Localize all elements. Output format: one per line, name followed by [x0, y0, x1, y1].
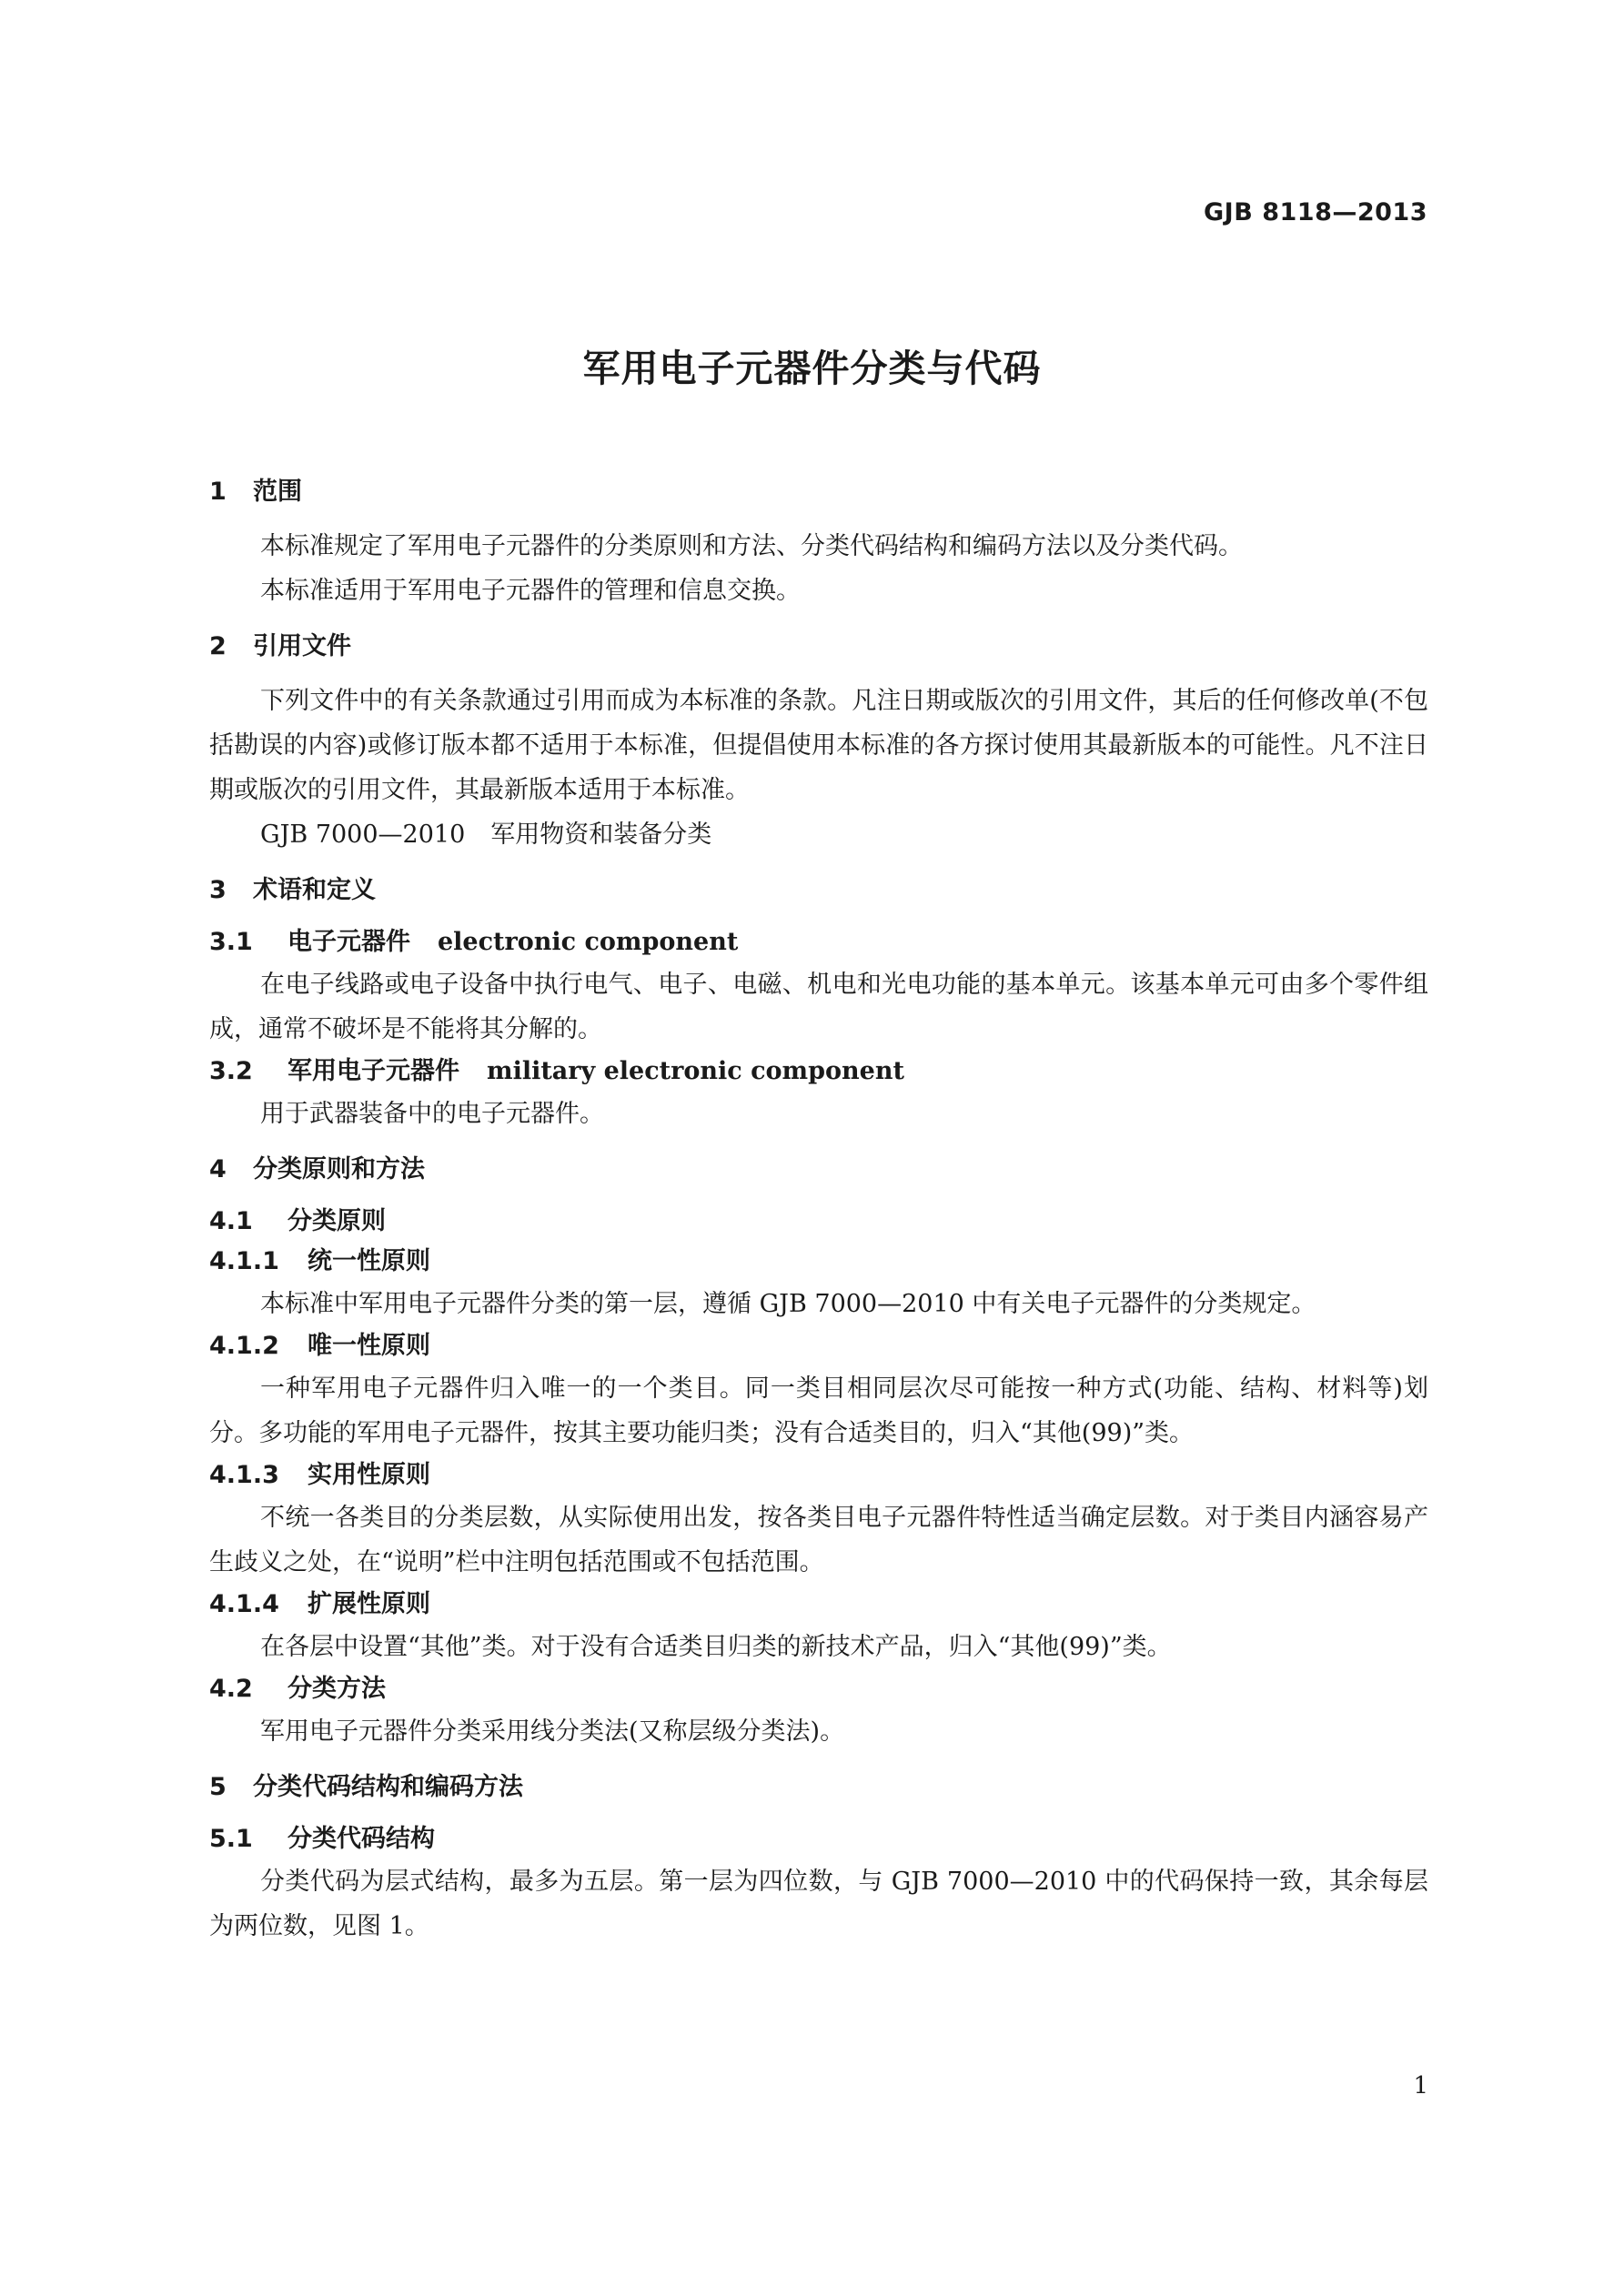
section-title: 范围 [253, 478, 302, 506]
subsection-title: 分类代码结构 [287, 1825, 435, 1853]
subsection-3-2-heading [209, 1052, 1428, 1092]
section-number: 3 [209, 876, 227, 904]
section-number: 5 [209, 1773, 227, 1801]
subsection-4-2-heading [209, 1669, 1428, 1709]
subsection-number: 4.1.2 [209, 1332, 279, 1360]
paragraph: 在电子线路或电子设备中执行电气、电子、电磁、机电和光电功能的基本单元。该基本单元可由多个零件组成，通常不破坏是不能将其分解的。 [209, 971, 1428, 1043]
section-4-heading [209, 1149, 1428, 1191]
paragraph: 在各层中设置“其他”类。对于没有合适类目归类的新技术产品，归入“其他(99)”类。 [260, 1633, 1172, 1661]
subsection-title: 扩展性原则 [308, 1590, 430, 1618]
subsection-number: 4.1 [209, 1207, 253, 1235]
subsection-4-1-3-heading [209, 1455, 1428, 1495]
subsection-number: 4.2 [209, 1675, 253, 1703]
subsection-4-1-4-heading [209, 1585, 1428, 1625]
reference-item [209, 812, 1428, 857]
paragraph: 本标准规定了军用电子元器件的分类原则和方法、分类代码结构和编码方法以及分类代码。 [260, 532, 1243, 560]
page-number: 1 [1413, 2072, 1428, 2100]
section-2-heading [209, 626, 1428, 668]
subsection-title: 统一性原则 [308, 1247, 430, 1275]
reference-title: 军用物资和装备分类 [490, 821, 712, 849]
reference-code: GJB 7000—2010 [260, 821, 466, 849]
section-title: 引用文件 [253, 632, 351, 660]
paragraph: 用于武器装备中的电子元器件。 [260, 1100, 604, 1128]
subsection-number: 4.1.1 [209, 1247, 279, 1275]
paragraph: 不统一各类目的分类层数，从实际使用出发，按各类目电子元器件特性适当确定层数。对于类目内涵容易产生歧义之处，在“说明”栏中注明包括范围或不包括范围。 [209, 1504, 1428, 1576]
paragraph: 下列文件中的有关条款通过引用而成为本标准的条款。凡注日期或版次的引用文件，其后的任何修改单(不包括勘误的内容)或修订版本都不适用于本标准，但提倡使用本标准的各方探讨使用其最新版本的可能性。凡不注日期或版次的引用文件，其最新版本适用于本标准。 [209, 687, 1428, 804]
section-3-heading [209, 870, 1428, 911]
subsection-4-1-2-heading [209, 1326, 1428, 1366]
paragraph: 分类代码为层式结构，最多为五层。第一层为四位数，与 GJB 7000—2010 中的代码保持一致，其余每层为两位数，见图 1。 [209, 1868, 1428, 1940]
section-number: 1 [209, 478, 227, 506]
subsection-title: 唯一性原则 [308, 1332, 430, 1360]
subsection-number: 5.1 [209, 1825, 253, 1853]
subsection-title: 分类方法 [287, 1675, 386, 1703]
subsection-number: 4.1.3 [209, 1461, 279, 1489]
section-title: 分类代码结构和编码方法 [253, 1773, 523, 1801]
term-title: 军用电子元器件 [287, 1057, 459, 1085]
term-title-en: military electronic component [487, 1057, 904, 1085]
subsection-title: 实用性原则 [308, 1461, 430, 1489]
section-number: 4 [209, 1155, 227, 1183]
subsection-number: 3.1 [209, 928, 253, 956]
paragraph: 一种军用电子元器件归入唯一的一个类目。同一类目相同层次尽可能按一种方式(功能、结构、材料等)划分。多功能的军用电子元器件，按其主要功能归类；没有合适类目的，归入“其他(99)”类。 [209, 1375, 1428, 1447]
subsection-5-1-heading [209, 1819, 1428, 1859]
term-title-en: electronic component [438, 928, 739, 956]
subsection-title: 分类原则 [287, 1207, 386, 1235]
section-1-heading [209, 471, 1428, 513]
subsection-4-1-1-heading [209, 1242, 1428, 1282]
subsection-3-1-heading [209, 922, 1428, 962]
paragraph: 本标准中军用电子元器件分类的第一层，遵循 GJB 7000—2010 中有关电子元器件的分类规定。 [260, 1290, 1316, 1318]
document-body [209, 471, 1428, 1949]
section-title: 分类原则和方法 [253, 1155, 425, 1183]
section-title: 术语和定义 [253, 876, 376, 904]
subsection-4-1-heading [209, 1202, 1428, 1242]
standard-code: GJB 8118—2013 [1204, 198, 1427, 227]
section-number: 2 [209, 632, 227, 660]
subsection-number: 3.2 [209, 1057, 253, 1085]
subsection-number: 4.1.4 [209, 1590, 279, 1618]
document-title: 军用电子元器件分类与代码 [582, 347, 1042, 390]
paragraph: 军用电子元器件分类采用线分类法(又称层级分类法)。 [260, 1717, 845, 1746]
paragraph: 本标准适用于军用电子元器件的管理和信息交换。 [260, 577, 801, 605]
term-title: 电子元器件 [287, 928, 410, 956]
section-5-heading [209, 1767, 1428, 1808]
